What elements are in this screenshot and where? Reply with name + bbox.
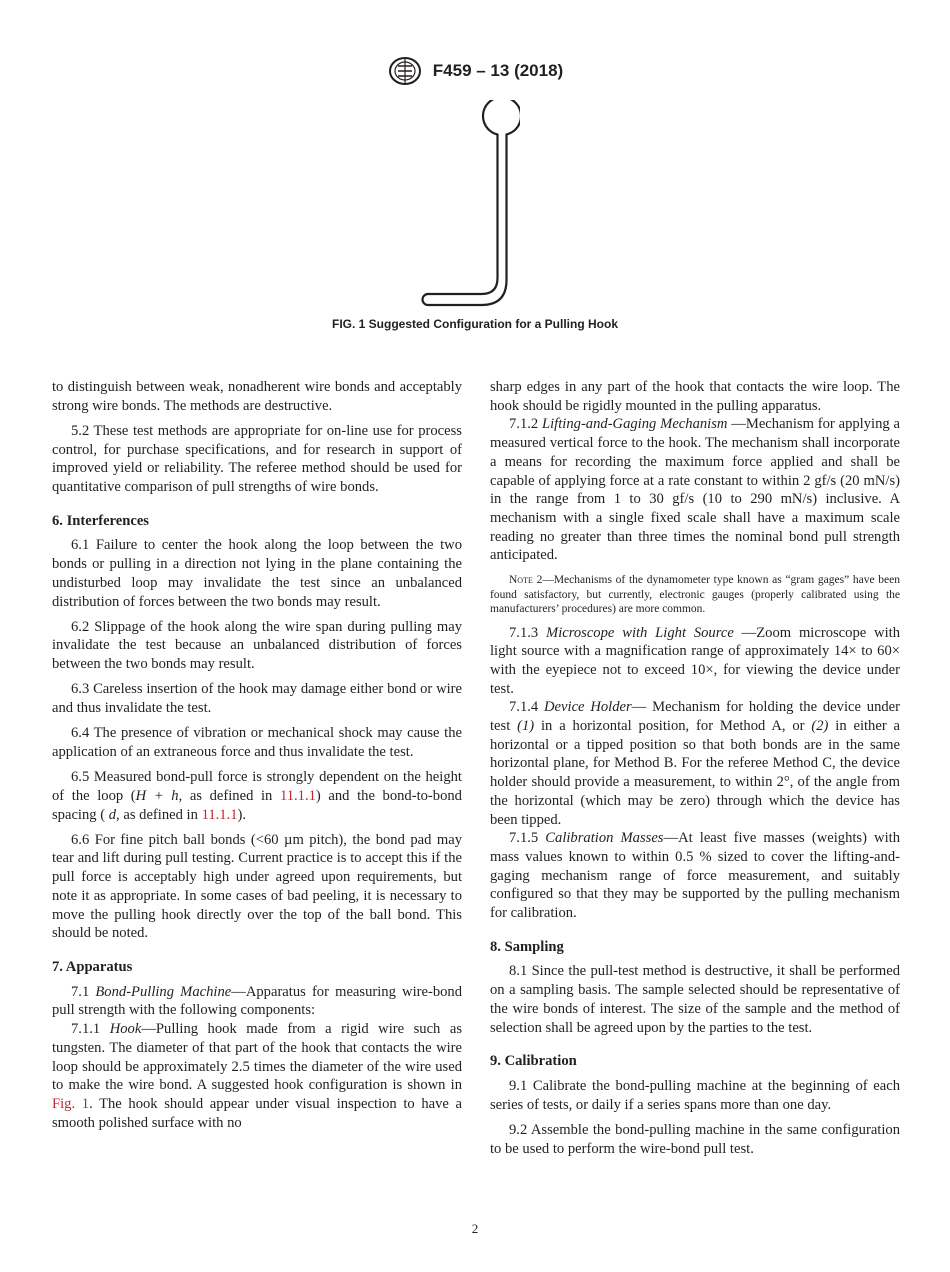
paragraph-continued: sharp edges in any part of the hook that contacts the wire loop. The hook should be rigidly mounted in the pulling apparatus.: [490, 379, 900, 414]
defined-term: Lifting-and-Gaging Mechanism: [542, 416, 728, 433]
text-span: in a horizontal position, for Method A, or: [534, 718, 812, 735]
text-span: — Mechanism for holding the device under test: [490, 699, 901, 735]
section-link-11-1-1[interactable]: 11.1.1: [279, 787, 316, 804]
text-span: 6.5 Measured bond-pull force is strongly dependent on the height of the loop (: [52, 769, 462, 804]
text-span: 7.1: [71, 983, 96, 1000]
paragraph-6-6: 6.6 For fine pitch ball bonds (<60 µm pitch), the bond pad may tear and lift during pull testing. Current practice is to accept this if the pull force is acceptably high under agreed upon requirements, but note it as appropriate. In some cases of bad peeling, it is necessary to move the pulling hook directly over the top of the ball bond. This should be noted.: [52, 831, 462, 942]
text-span: ).: [237, 806, 247, 823]
paragraph-6-1: 6.1 Failure to center the hook along the loop between the two bonds or pulling in a direction not lying in the plane containing the undisturbed loop may invalidate the test since an unbalanced distribution of forces between the two bonds may result.: [52, 537, 462, 610]
standard-designation: F459 – 13 (2018): [432, 61, 564, 80]
text-span: , as defined in: [178, 787, 280, 804]
defined-term: Microscope with Light Source: [546, 624, 734, 641]
text-span: . The hook should appear under visual inspection to have a smooth polished surface with no: [52, 1095, 462, 1131]
page-number: 2: [471, 1221, 479, 1236]
note-label: Note 2: [509, 574, 543, 587]
section-link-11-1-1[interactable]: 11.1.1: [201, 806, 238, 823]
text-span: —Mechanism for applying a measured vertical force to the hook. The mechanism shall incorporate a means for recording the maximum force applied and shall be capable of applying force at a rate constant to within 2 gf/s (20 mN/s) in the range from 1 to 30 gf/s (10 to 290 mN/s) inclusive. A mechanism with a single fixed scale shall have a maximum scale reading no greater than three times the nominal bond pull strength anticipated.: [490, 416, 900, 564]
paragraph-8-1: 8.1 Since the pull-test method is destructive, it shall be performed on a sampling basis. The sample selected should be representative of the wire bonds of interest. The size of the sample and the method of selection shall be agreed upon by the parties to the test.: [490, 963, 900, 1036]
text-span: —Pulling hook made from a rigid wire such as tungsten. The diameter of that part of the hook that contacts the wire loop should be approximately 2.5 times the diameter of the wire used to make the wire bond. A suggested hook configuration is shown in: [52, 1021, 462, 1094]
text-span: , as defined in: [116, 806, 202, 823]
paragraph-7-1-3: [490, 624, 900, 699]
section-heading-7: 7. Apparatus: [52, 958, 133, 975]
text-span: ) and the bond-to-bond spacing (: [52, 787, 462, 823]
paragraph-6-2: 6.2 Slippage of the hook along the wire span during pulling may invalidate the test because an unbalanced distribution of forces between the two bonds may result.: [52, 618, 462, 673]
note-text: —Mechanisms of the dynamometer type known as “gram gages” have been found satisfactory, but currently, electronic gauges (properly calibrated using the manufacturers’ procedures) are more common.: [490, 574, 901, 616]
paragraph-5-2: 5.2 These test methods are appropriate for on-line use for process control, for purchase specifications, and for research in support of improved yield or reliability. The referee method should be used for quantitative comparison of pull strengths of wire bonds.: [52, 422, 462, 496]
paragraph-7-1-4: [490, 698, 900, 829]
section-heading-6: 6. Interferences: [52, 512, 149, 529]
paragraph-9-1: 9.1 Calibrate the bond-pulling machine at the beginning of each series of tests, or daily if a series spans more than one day.: [490, 1078, 900, 1113]
note-2: [490, 573, 900, 617]
right-column: [490, 378, 900, 1165]
list-marker: (1): [517, 718, 535, 735]
section-heading-9: 9. Calibration: [490, 1053, 577, 1070]
text-span: 7.1.4: [509, 699, 545, 716]
paragraph-7-1: [52, 983, 462, 1020]
text-span: —Apparatus for measuring wire-bond pull strength with the following components:: [52, 983, 463, 1019]
defined-term: Calibration Masses: [545, 830, 664, 847]
figure-caption: FIG. 1 Suggested Configuration for a Pulling Hook: [331, 317, 618, 331]
paragraph-7-1-5: [490, 829, 900, 923]
paragraph-6-3: 6.3 Careless insertion of the hook may damage either bond or wire and thus invalidate the test.: [52, 681, 462, 717]
text-span: —At least five masses (weights) with mass values known to within 0.5 % sized to cover the lifting-and-gaging mechanism range of force measurement, and suitably configured so that they may be supported by the pulling mechanism for calibration.: [490, 830, 900, 922]
text-span: 7.1.2: [509, 416, 543, 433]
math-expression: H + h: [135, 787, 179, 804]
defined-term: Bond-Pulling Machine: [95, 983, 232, 1000]
list-marker: (2): [811, 718, 829, 735]
left-column: [52, 378, 462, 1139]
paragraph-7-1-1: [52, 1020, 462, 1132]
math-expression: d: [108, 806, 117, 823]
defined-term: Hook: [109, 1021, 142, 1038]
figure-link-fig-1[interactable]: Fig. 1: [52, 1095, 90, 1112]
text-span: 7.1.5: [509, 830, 546, 847]
paragraph-6-4: 6.4 The presence of vibration or mechanical shock may cause the application of an extraneous force and thus invalidate the test.: [52, 725, 462, 760]
text-span: 7.1.1: [71, 1021, 110, 1038]
text-span: 7.1.3: [509, 624, 547, 641]
pulling-hook-figure: [410, 100, 520, 312]
paragraph-6-5: [52, 768, 462, 824]
paragraph-9-2: 9.2 Assemble the bond-pulling machine in the same configuration to be used to perform the wire-bond pull test.: [490, 1121, 900, 1157]
section-heading-8: 8. Sampling: [490, 938, 564, 955]
paragraph-7-1-2: [490, 415, 900, 565]
text-span: in either a horizontal or a tipped position so that both bonds are in the same horizontal plane, for Method B. For the referee Method C, the device holder should provide a measurement, to within 2°, of the angle from the horizontal (which may be zero) through which the device has been tipped.: [490, 718, 901, 828]
paragraph-intro: to distinguish between weak, nonadherent wire bonds and acceptably strong wire bonds. The methods are destructive.: [52, 379, 462, 414]
text-span: —Zoom microscope with light source with a magnification range of approximately 14× to 60× with the eyepiece not to exceed 10×, for viewing the device under test.: [490, 624, 900, 697]
astm-logo-icon: [387, 56, 423, 86]
defined-term: Device Holder: [544, 699, 632, 716]
page-header: [0, 56, 950, 86]
